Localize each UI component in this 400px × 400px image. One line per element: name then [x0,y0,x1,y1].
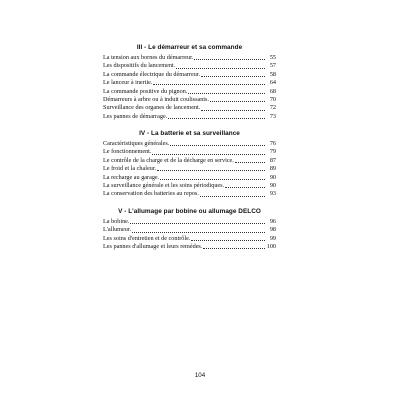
toc-entry-page: 68 [269,87,276,95]
toc-entry [103,157,276,165]
dot-leader [176,62,265,68]
toc-entry-label: Les pannes de démarrage. [103,112,168,120]
toc-entry-label: La bobine. [103,218,130,225]
toc-entry-label: Surveillance des organes de lancement. [103,104,201,112]
toc-entry-page: 96 [269,218,276,225]
toc-entry [103,182,276,190]
toc-entry-label: Les pannes d'allumage et leurs remèdes. [103,243,203,251]
toc-entry-label: La recharge au garage. [103,173,160,181]
toc-entry [103,79,276,87]
toc-entry [103,140,276,148]
dot-leader [225,182,265,188]
toc-entry [103,235,276,243]
toc-entry-label: Démarreurs à arbre ou à induit coulissants. [103,95,210,103]
toc-entry-page: 87 [269,156,276,164]
toc-list [103,218,276,252]
toc-entry-page: 89 [269,165,276,173]
section-title: V - L'allumage par bobine ou allumage DELCO [118,208,261,215]
toc-entry [103,54,276,62]
toc-entry [103,113,276,121]
toc-entry [103,190,276,198]
dot-leader [201,104,265,110]
toc-entry [103,218,276,226]
dot-leader [200,190,265,196]
toc-entry [103,96,276,104]
toc-entry [103,62,276,70]
toc-entry-label: Le contrôle de la charge et de la décharge en service. [103,156,234,164]
toc-entry-label: La commande électrique du démarreur. [103,70,201,78]
toc-entry-label: Le froid et la chaleur. [103,165,157,173]
dot-leader [152,148,265,154]
toc-entry-label: Les dispositifs du lancement. [103,62,176,70]
dot-leader [153,79,265,85]
toc-entry [103,165,276,173]
toc-entry [103,104,276,112]
toc-entry [103,148,276,156]
toc-entry [103,243,276,251]
page-number: 104 [194,372,206,379]
toc-list [103,140,276,199]
toc-entry-page: 55 [269,54,276,61]
toc-entry-page: 100 [266,243,276,251]
toc-entry-label: Le lanceur à inertie. [103,79,153,87]
toc-entry-label: Le fonctionnement. [103,148,152,156]
toc-entry-page: 99 [269,234,276,242]
toc-entry-label: Caractéristiques générales. [103,140,170,147]
toc-entry-page: 64 [269,79,276,87]
dot-leader [188,88,265,94]
toc-entry-page: 72 [269,104,276,112]
toc-entry-label: La commande positive du pignon. [103,87,188,95]
dot-leader [201,71,265,77]
toc-entry [103,226,276,234]
section-title: III - Le démarreur et sa commande [136,44,243,51]
toc-entry-page: 57 [269,62,276,70]
toc-entry-page: 90 [269,181,276,189]
dot-leader [157,165,265,171]
toc-entry-page: 70 [269,95,276,103]
toc-section-4 [103,128,276,199]
dot-leader [203,243,265,249]
dot-leader [170,140,265,146]
toc-list [103,54,276,121]
dot-leader [168,113,265,119]
dot-leader [235,157,265,163]
toc-entry-page: 58 [269,70,276,78]
toc-entry-page: 73 [269,112,276,120]
toc-entry-label: L'allumeur. [103,226,132,234]
toc-entry-label: La surveillance générale et les soins périodiques. [103,181,225,189]
toc-entry-label: Les soins d'entretien et de contrôle. [103,234,191,242]
dot-leader [191,235,265,241]
toc-entry [103,88,276,96]
toc-entry-page: 79 [269,148,276,156]
toc-section-5 [103,206,276,252]
dot-leader [132,226,265,232]
dot-leader [160,174,265,180]
toc-entry [103,174,276,182]
toc-entry-page: 90 [269,173,276,181]
toc-section-3 [103,42,276,121]
section-title: IV - La batterie et sa surveillance [139,130,240,137]
toc-entry-page: 98 [269,226,276,234]
toc-entry [103,71,276,79]
dot-leader [130,218,265,224]
toc-entry-page: 93 [269,190,276,198]
dot-leader [194,54,265,60]
toc-entry-page: 76 [269,140,276,147]
toc-entry-label: La conservation des batteries au repos. [103,190,199,198]
toc-entry-label: La tension aux bornes du démarreur. [103,54,194,61]
dot-leader [210,96,265,102]
